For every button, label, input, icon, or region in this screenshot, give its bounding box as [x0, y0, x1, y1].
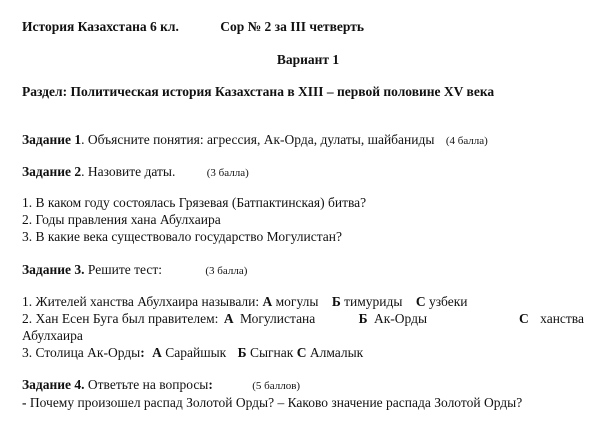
colon: :	[208, 377, 213, 392]
task-2-label: Задание 2	[22, 164, 82, 179]
task-3-label: Задание 3.	[22, 262, 85, 277]
question-text: Почему произошел распад Золотой Орды? – Каково значение распада Золотой Орды?	[26, 395, 523, 410]
task-4-label: Задание 4.	[22, 377, 85, 392]
task-1-points: (4 балла)	[445, 135, 488, 147]
task-3	[22, 261, 247, 280]
option-letter: А	[152, 345, 162, 360]
option-letter: А	[223, 311, 234, 326]
sor-title: Сор № 2 за III четверть	[220, 19, 364, 34]
section-text: Раздел: Политическая история Казахстана в XIII – первой половине XV века	[22, 84, 495, 99]
list-item: 1. В каком году состоялась Грязевая (Батпактинская) битва?	[22, 195, 367, 210]
option-text: могулы	[272, 294, 319, 309]
task-1-label: Задание 1	[22, 132, 82, 147]
option-text: Могулистана	[236, 311, 316, 326]
option-text: Сыгнак	[246, 345, 294, 360]
option-letter: С	[296, 345, 307, 360]
colon: :	[140, 345, 145, 360]
option-letter: Б	[331, 294, 341, 309]
task-3-text: Решите тест:	[84, 262, 162, 277]
header-line	[22, 18, 364, 35]
option-letter: С	[415, 294, 426, 309]
question-text: 3. Столица Ак-Орды	[22, 345, 141, 360]
task-2	[22, 163, 249, 182]
task-3-points: (3 балла)	[205, 265, 248, 277]
option-letter: А	[262, 294, 273, 309]
question-text: 1. Жителей ханства Абулхаира называли:	[22, 294, 263, 309]
task-4-question	[22, 394, 522, 411]
dash: -	[22, 395, 27, 410]
option-text: узбеки	[425, 294, 468, 309]
subject-title: История Казахстана 6 кл.	[22, 19, 179, 34]
option-text: ханства	[536, 311, 584, 326]
task-4	[22, 376, 300, 395]
task-2-text: . Назовите даты.	[81, 164, 176, 179]
task-4-points: (5 баллов)	[252, 380, 301, 392]
test-question-2	[22, 310, 584, 327]
section-title	[22, 83, 494, 100]
task-1	[22, 131, 488, 150]
question-text: 2. Хан Есен Буга был правителем:	[22, 311, 222, 326]
test-question-2-continued: Абулхаира	[22, 328, 83, 343]
task-4-text: Ответьте на вопросы	[84, 377, 209, 392]
list-item: 3. В какие века существовало государство Могулистан?	[22, 229, 343, 244]
option-letter: Б	[237, 345, 247, 360]
task-2-points: (3 балла)	[206, 167, 249, 179]
test-question-3	[22, 344, 363, 361]
variant-title	[0, 51, 608, 68]
option-text: Сарайшык	[161, 345, 227, 360]
task-1-text: . Объясните понятия: агрессия, Ак-Орда, дулаты, шайбаниды	[81, 132, 435, 147]
option-text: тимуриды	[340, 294, 403, 309]
variant-text: Вариант 1	[276, 52, 340, 67]
list-item: 2. Годы правления хана Абулхаира	[22, 212, 221, 227]
option-letter: С	[519, 311, 529, 326]
option-text: Алмалык	[306, 345, 364, 360]
option-letter: Б	[358, 311, 368, 326]
test-question-1	[22, 293, 468, 310]
option-text: Ак-Орды	[370, 311, 428, 326]
